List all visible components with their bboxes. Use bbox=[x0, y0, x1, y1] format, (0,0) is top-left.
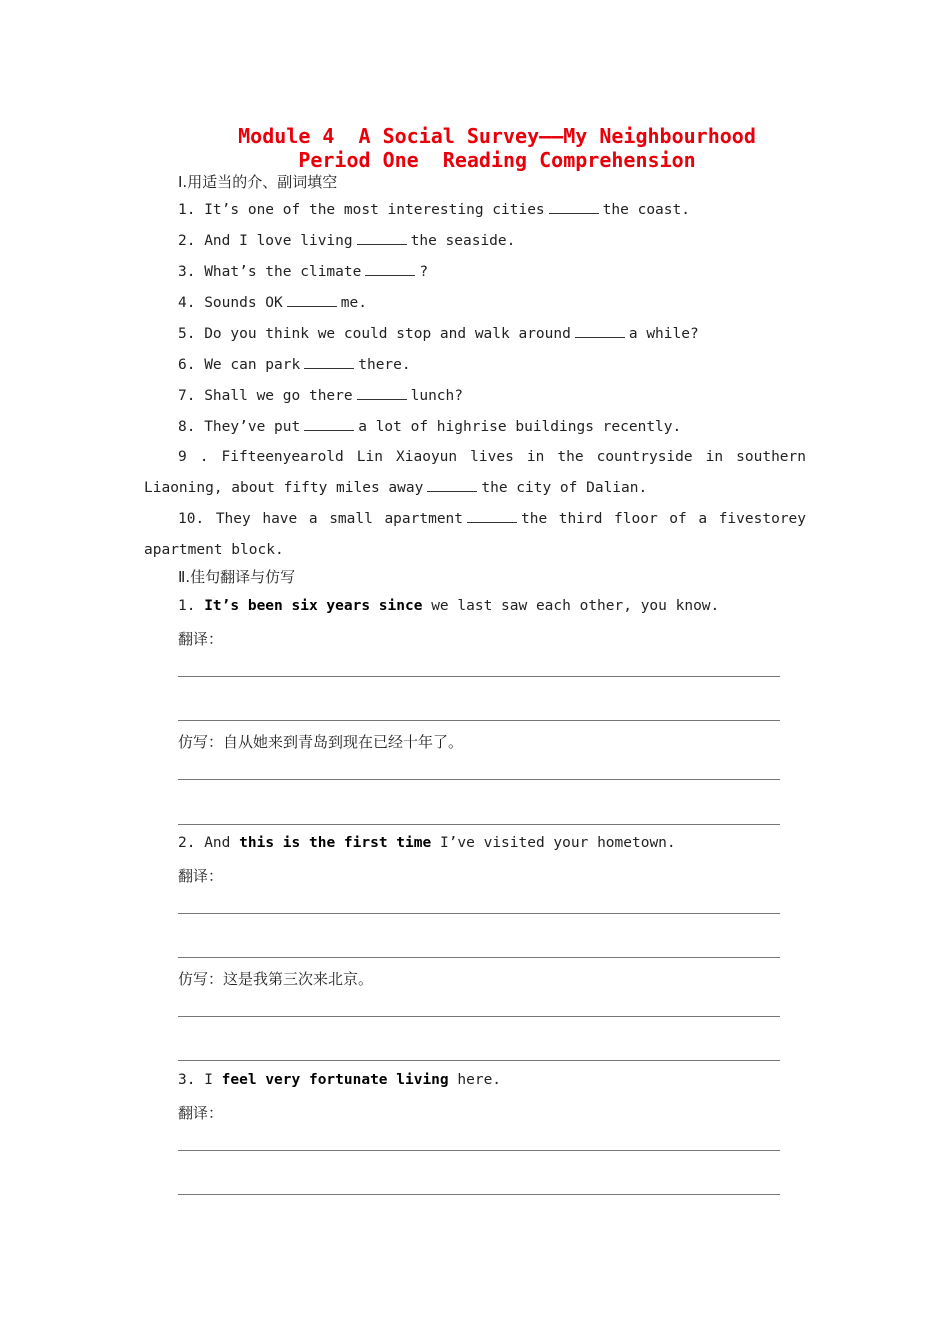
translate-label: 翻译： bbox=[178, 1104, 224, 1122]
answer-blank[interactable] bbox=[357, 398, 407, 400]
key-phrase: this is the first time bbox=[239, 835, 432, 851]
exercise-item-9: 9 . Fifteenyearold Lin Xiaoyun lives in the countryside in southern Liaoning, about fifty miles away the city of Dalian. bbox=[144, 449, 806, 496]
exercise-item-5: 5. Do you think we could stop and walk around a while? bbox=[178, 326, 699, 342]
exercise-item-8: 8. They’ve put a lot of highrise buildings recently. bbox=[178, 419, 682, 435]
answer-line[interactable] bbox=[178, 957, 780, 958]
answer-blank[interactable] bbox=[304, 367, 354, 369]
exercise-item-6: 6. We can park there. bbox=[178, 357, 411, 373]
section1-heading: Ⅰ.用适当的介、副词填空 bbox=[178, 173, 338, 191]
answer-line[interactable] bbox=[178, 779, 780, 780]
answer-blank[interactable] bbox=[427, 490, 477, 492]
period-title: Period One Reading Comprehension bbox=[298, 148, 696, 172]
sentence-1: 1. It’s been six years since we last saw each other, you know. bbox=[178, 598, 720, 614]
answer-blank[interactable] bbox=[575, 336, 625, 338]
answer-line[interactable] bbox=[178, 1016, 780, 1017]
answer-line[interactable] bbox=[178, 1060, 780, 1061]
key-phrase: It’s been six years since bbox=[204, 598, 423, 614]
answer-line[interactable] bbox=[178, 676, 780, 677]
sentence-3: 3. I feel very fortunate living here. bbox=[178, 1072, 502, 1088]
exercise-item-10: 10. They have a small apartment the third floor of a fivestorey apartment block. bbox=[144, 511, 807, 558]
answer-blank[interactable] bbox=[365, 274, 415, 276]
key-phrase: feel very fortunate living bbox=[221, 1072, 449, 1088]
exercise-item-2: 2. And I love living the seaside. bbox=[178, 233, 516, 249]
answer-line[interactable] bbox=[178, 1194, 780, 1195]
exercise-item-7: 7. Shall we go there lunch? bbox=[178, 388, 463, 404]
section2-heading: Ⅱ.佳句翻译与仿写 bbox=[178, 568, 296, 586]
sentence-2: 2. And this is the first time I’ve visited your hometown. bbox=[178, 835, 676, 851]
answer-blank[interactable] bbox=[357, 243, 407, 245]
answer-blank[interactable] bbox=[467, 521, 517, 523]
imitate-prompt-2: 仿写：这是我第三次来北京。 bbox=[178, 970, 374, 988]
answer-blank[interactable] bbox=[304, 429, 354, 431]
answer-line[interactable] bbox=[178, 913, 780, 914]
answer-line[interactable] bbox=[178, 720, 780, 721]
imitate-prompt-1: 仿写：自从她来到青岛到现在已经十年了。 bbox=[178, 733, 464, 751]
answer-blank[interactable] bbox=[549, 212, 599, 214]
exercise-item-1: 1. It’s one of the most interesting cities the coast. bbox=[178, 202, 690, 218]
module-title: Module 4 A Social Survey——My Neighbourhood bbox=[238, 124, 756, 148]
answer-line[interactable] bbox=[178, 1150, 780, 1151]
translate-label: 翻译： bbox=[178, 630, 224, 648]
exercise-item-4: 4. Sounds OK me. bbox=[178, 295, 367, 311]
translate-label: 翻译： bbox=[178, 867, 224, 885]
exercise-item-3: 3. What’s the climate ? bbox=[178, 264, 429, 280]
answer-line[interactable] bbox=[178, 824, 780, 825]
answer-blank[interactable] bbox=[287, 305, 337, 307]
